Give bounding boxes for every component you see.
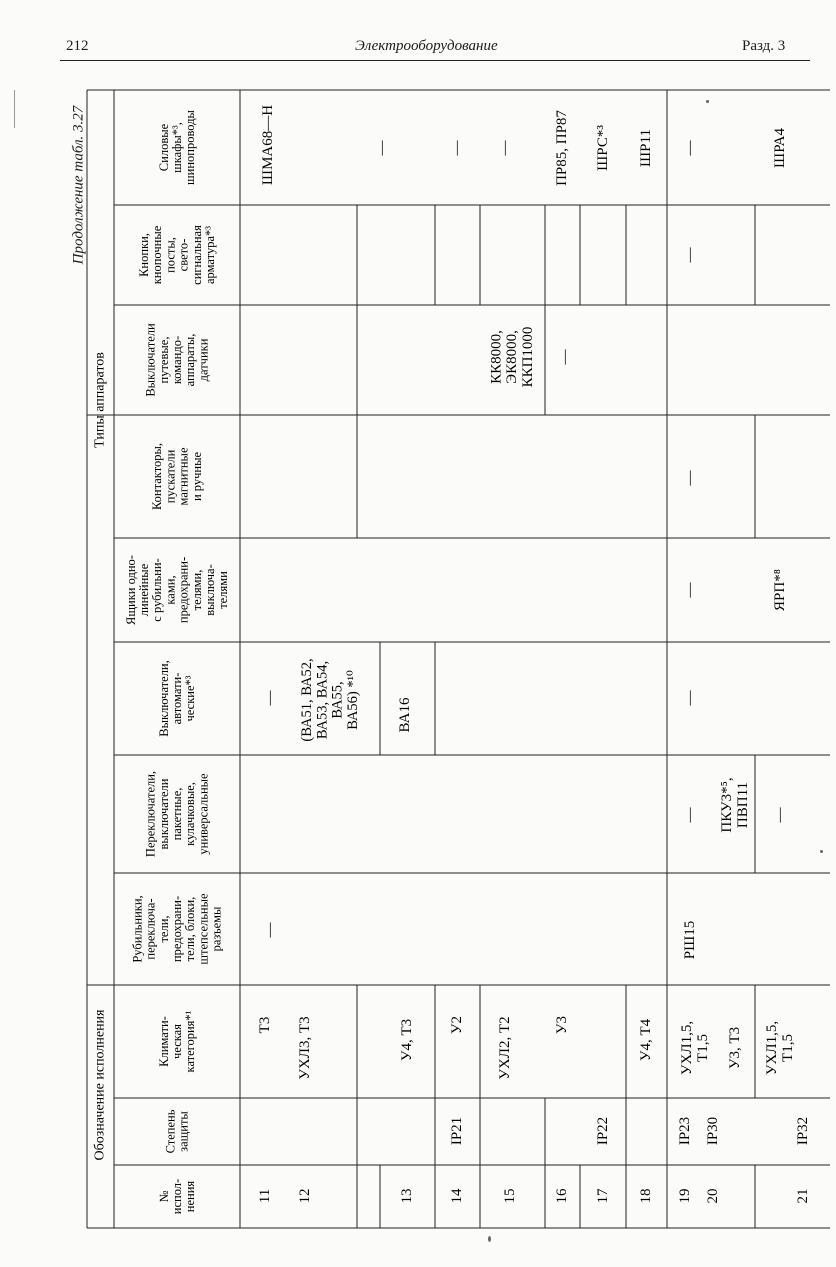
row-number-line: 17 bbox=[595, 1188, 611, 1204]
column-header-line: датчики bbox=[196, 338, 211, 382]
row-number bbox=[638, 1189, 654, 1204]
cell-prot_ip22 bbox=[595, 1117, 611, 1145]
column-header-line: универсальные bbox=[196, 773, 211, 855]
cell-pk_21-line: — bbox=[772, 807, 788, 823]
cell-prot_ip23-line: IP23 bbox=[677, 1116, 693, 1146]
cell-pw_15 bbox=[497, 140, 513, 157]
cell-clim_13 bbox=[399, 1019, 415, 1061]
column-header-automatic bbox=[157, 660, 197, 736]
column-header-line: линейные bbox=[137, 563, 151, 617]
cell-pw_17-line: ШРС*³ bbox=[595, 125, 611, 171]
group-header-types-line: Типы аппаратов bbox=[92, 352, 108, 448]
group-header-designation bbox=[93, 1009, 108, 1161]
cell-prot_ip32 bbox=[795, 1117, 811, 1145]
row-number bbox=[595, 1188, 611, 1204]
column-header-line: телями bbox=[216, 571, 231, 609]
running-title: Электрооборудование bbox=[355, 38, 498, 54]
cell-auto_12-line: (ВА51, ВА52, bbox=[299, 658, 316, 742]
column-header-line: выключа- bbox=[203, 564, 217, 616]
row-number bbox=[677, 1189, 693, 1204]
cell-clim_20-line: У3, Т3 bbox=[727, 1026, 743, 1070]
speck bbox=[706, 100, 709, 103]
column-header-line: Кнопки, bbox=[137, 233, 151, 277]
column-header-buttons bbox=[137, 225, 217, 285]
cell-auto_12-line: ВА55, bbox=[329, 681, 346, 719]
column-header-line: выключатели bbox=[156, 778, 171, 850]
row-number-line: 16 bbox=[554, 1188, 570, 1204]
column-header-line: переключа- bbox=[143, 898, 158, 960]
row-number-line: 13 bbox=[399, 1188, 415, 1204]
cell-pk_19-line: — bbox=[682, 807, 698, 823]
cell-clim_19-line: УХЛ1,5, bbox=[679, 1020, 696, 1076]
column-header-line: категория*¹ bbox=[183, 1010, 198, 1073]
cell-pw_21-line: ШРА4 bbox=[772, 128, 788, 168]
column-header-line: ческая bbox=[170, 1024, 184, 1059]
group-header-types bbox=[93, 352, 108, 448]
cell-clim_21-line: Т1,5 bbox=[779, 1034, 796, 1062]
column-header-num bbox=[157, 1179, 197, 1214]
column-header-line: автомати- bbox=[170, 672, 184, 725]
column-header-line: Ящики одно- bbox=[123, 555, 138, 625]
column-header-switches bbox=[130, 893, 223, 965]
cell-clim_12-line: УХЛ3, Т3 bbox=[297, 1016, 313, 1080]
row-number-line: 15 bbox=[502, 1188, 518, 1204]
cell-cont_19 bbox=[682, 470, 698, 487]
cell-clim_21 bbox=[764, 1021, 796, 1075]
cell-pw_18-line: ШР11 bbox=[638, 129, 654, 167]
cell-lim_15-line: ЭК8000, bbox=[504, 330, 520, 384]
cell-lim_16 bbox=[557, 349, 573, 366]
cell-pk_19 bbox=[682, 807, 698, 824]
row-number bbox=[297, 1189, 313, 1204]
cell-sw_19 bbox=[682, 921, 698, 959]
cell-auto_13 bbox=[397, 697, 413, 732]
cell-auto_12-line: ВА56) *¹⁰ bbox=[344, 670, 361, 730]
column-header-line: телями, bbox=[189, 569, 204, 611]
cell-sw_11-line: — bbox=[262, 922, 278, 938]
column-header-line: тели, блоки, bbox=[183, 896, 198, 962]
row-number-line: 12 bbox=[297, 1188, 313, 1204]
row-number-line: 14 bbox=[449, 1188, 465, 1204]
cell-auto_19-line: — bbox=[682, 690, 698, 706]
row-number-line: 18 bbox=[638, 1188, 654, 1204]
cell-pw_16 bbox=[554, 110, 570, 186]
column-header-limit bbox=[144, 323, 211, 397]
cell-clim_18 bbox=[638, 1018, 654, 1061]
column-header-line: нения bbox=[183, 1180, 198, 1213]
row-number-line: 11 bbox=[257, 1188, 273, 1204]
column-header-line: Рубильники, bbox=[130, 895, 145, 963]
column-header-line: шкафы*³, bbox=[170, 122, 184, 173]
speck bbox=[14, 90, 15, 128]
cell-pk_21 bbox=[772, 807, 788, 824]
cell-prot_ip22-line: IP22 bbox=[595, 1116, 611, 1146]
column-header-line: Переключатели, bbox=[143, 770, 158, 858]
cell-clim_16-line: У3 bbox=[554, 1015, 570, 1035]
column-header-line: и ручные bbox=[189, 451, 204, 502]
column-header-line: путевые, bbox=[156, 336, 171, 384]
column-header-line: командо- bbox=[170, 335, 184, 385]
cell-prot_ip30-line: IP30 bbox=[705, 1116, 721, 1146]
speck bbox=[488, 1236, 491, 1242]
column-header-line: защиты bbox=[176, 1111, 191, 1152]
cell-auto_12-line: ВА53, ВА54, bbox=[314, 660, 331, 740]
column-header-packet bbox=[144, 771, 211, 857]
cell-clim_21-line: УХЛ1,5, bbox=[764, 1020, 781, 1076]
cell-lim_16-line: — bbox=[557, 349, 573, 365]
column-header-climate bbox=[157, 1010, 197, 1072]
group-header-designation-line: Обозначение исполнения bbox=[92, 1009, 108, 1161]
cell-clim_20 bbox=[727, 1027, 743, 1069]
cell-auto_11-line: — bbox=[262, 690, 278, 706]
cell-lim_15-line: ККП1000 bbox=[519, 326, 536, 388]
cell-clim_18-line: У4, Т4 bbox=[638, 1018, 654, 1062]
cell-auto_19 bbox=[682, 690, 698, 707]
row-number bbox=[502, 1189, 518, 1204]
column-header-line: аппараты, bbox=[183, 333, 198, 387]
cell-auto_13-line: ВА16 bbox=[397, 697, 413, 733]
column-header-line: Выключатели bbox=[143, 323, 158, 397]
cell-clim_19-line: Т1,5 bbox=[694, 1034, 711, 1062]
cell-clim_16 bbox=[554, 1016, 570, 1034]
cell-lim_15-line: КК8000, bbox=[488, 330, 505, 384]
continuation-label: Продолжение табл. 3.27 bbox=[70, 105, 86, 265]
cell-auto_11 bbox=[262, 690, 278, 707]
column-header-line: штепсельные bbox=[196, 893, 211, 965]
cell-clim_11 bbox=[257, 1017, 273, 1034]
cell-clim_12 bbox=[297, 1016, 313, 1079]
cell-auto_12 bbox=[299, 658, 361, 741]
column-header-line: кулачковые, bbox=[183, 782, 198, 846]
column-header-line: с рубильни- bbox=[150, 558, 165, 622]
row-number-line: 21 bbox=[795, 1188, 811, 1204]
cell-pw_15-line: — bbox=[497, 140, 513, 156]
column-header-boxes bbox=[124, 555, 230, 625]
cell-lim_15 bbox=[488, 327, 536, 388]
column-header-line: Силовые bbox=[156, 123, 171, 172]
cell-pw_12-line: — bbox=[374, 140, 390, 156]
cell-box_19 bbox=[682, 582, 698, 599]
cell-clim_14 bbox=[449, 1016, 465, 1034]
cell-pw_11-line: ШМА68—Н bbox=[260, 104, 276, 186]
cell-pk_20-line: ПКУ3*⁵, bbox=[719, 777, 736, 833]
column-header-line: предохрани- bbox=[170, 895, 184, 963]
cell-cont_19-line: — bbox=[682, 470, 698, 486]
column-header-line: сигнальная bbox=[189, 225, 204, 285]
cell-pw_21 bbox=[772, 128, 788, 168]
cell-pw_19 bbox=[682, 140, 698, 157]
row-number bbox=[399, 1189, 415, 1204]
column-header-line: посты, bbox=[163, 237, 178, 273]
column-header-line: ческие*³ bbox=[183, 675, 198, 722]
cell-pw_17 bbox=[595, 125, 611, 171]
row-number-line: 20 bbox=[705, 1188, 721, 1204]
speck bbox=[820, 850, 823, 853]
cell-prot_ip32-line: IP32 bbox=[795, 1116, 811, 1146]
column-header-line: тели, bbox=[156, 915, 171, 943]
cell-pk_20 bbox=[719, 777, 751, 832]
cell-pk_20-line: ПВП11 bbox=[734, 781, 751, 829]
column-header-line: разъемы bbox=[209, 906, 224, 952]
column-header-line: шинопроводы bbox=[183, 110, 198, 185]
column-header-protection bbox=[163, 1109, 190, 1153]
cell-pw_14-line: — bbox=[449, 140, 465, 156]
column-header-line: предохрани- bbox=[176, 556, 191, 624]
cell-clim_15-line: УХЛ2, Т2 bbox=[497, 1016, 513, 1080]
column-header-line: испол- bbox=[170, 1178, 184, 1215]
cell-clim_15 bbox=[497, 1016, 513, 1079]
cell-prot_ip23 bbox=[677, 1117, 693, 1145]
column-header-line: пакетные, bbox=[170, 787, 184, 841]
row-number bbox=[449, 1188, 465, 1204]
column-header-line: Степень bbox=[163, 1109, 178, 1154]
column-header-line: свето- bbox=[176, 238, 191, 272]
column-header-line: Выключатели, bbox=[156, 660, 171, 737]
column-header-line: арматура*³ bbox=[203, 225, 217, 285]
column-header-line: Контакторы, bbox=[150, 442, 165, 511]
row-number bbox=[795, 1189, 811, 1204]
row-number bbox=[257, 1189, 273, 1203]
column-header-line: кнопочные bbox=[150, 225, 165, 285]
column-header-line: Климати- bbox=[156, 1016, 171, 1067]
cell-btn_19-line: — bbox=[682, 247, 698, 263]
cell-clim_14-line: У2 bbox=[449, 1015, 465, 1035]
column-header-line: ками, bbox=[163, 575, 178, 605]
column-header-power bbox=[157, 109, 197, 185]
cell-btn_19 bbox=[682, 247, 698, 264]
cell-pw_12 bbox=[374, 140, 390, 157]
column-header-line: магнитные bbox=[176, 447, 191, 506]
cell-pw_19-line: — bbox=[682, 140, 698, 156]
cell-sw_19-line: РШ15 bbox=[682, 920, 698, 960]
cell-box_19-line: — bbox=[682, 582, 698, 598]
cell-clim_19 bbox=[679, 1021, 711, 1075]
cell-pw_14 bbox=[449, 140, 465, 157]
cell-prot_ip21-line: IP21 bbox=[449, 1116, 465, 1146]
cell-prot_ip21 bbox=[449, 1117, 465, 1145]
cell-box_21 bbox=[772, 569, 788, 611]
cell-clim_11-line: Т3 bbox=[257, 1016, 273, 1034]
cell-box_21-line: ЯРП*⁸ bbox=[772, 569, 788, 611]
cell-sw_11 bbox=[262, 922, 278, 939]
row-number bbox=[705, 1189, 721, 1204]
cell-pw_16-line: ПР85, ПР87 bbox=[554, 110, 570, 186]
cell-prot_ip30 bbox=[705, 1117, 721, 1145]
row-number-line: 19 bbox=[677, 1188, 693, 1204]
page-number: 212 bbox=[66, 38, 89, 54]
column-header-contactors bbox=[150, 443, 204, 510]
cell-pw_18 bbox=[638, 129, 654, 167]
section-label: Разд. 3 bbox=[742, 38, 786, 54]
column-header-line: № bbox=[156, 1190, 171, 1203]
column-header-line: пускатели bbox=[163, 449, 178, 504]
row-number bbox=[554, 1188, 570, 1204]
cell-clim_13-line: У4, Т3 bbox=[399, 1018, 415, 1062]
cell-pw_11 bbox=[260, 105, 276, 185]
